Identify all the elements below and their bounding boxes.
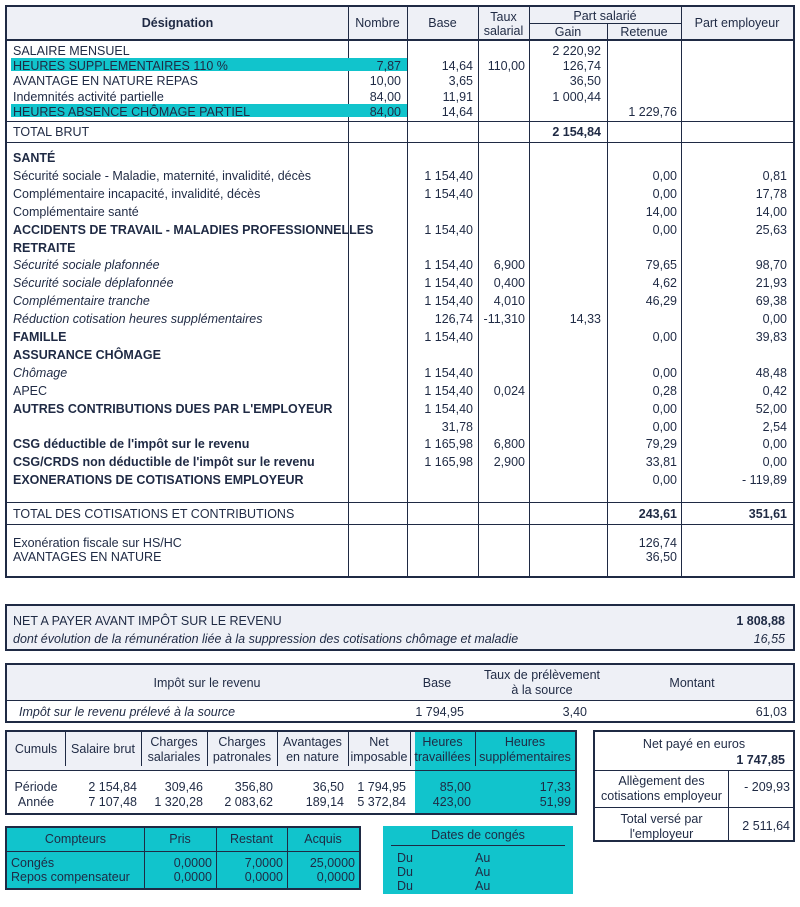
cumuls-header: Net bbox=[369, 735, 389, 749]
cotisation-base: 31,78 bbox=[441, 419, 473, 434]
cotisation-taux: 2,900 bbox=[493, 455, 525, 470]
cumuls-row-value: 85,00 bbox=[439, 780, 471, 794]
cumuls-row-value: 189,14 bbox=[305, 795, 344, 809]
compteurs-header: Restant bbox=[229, 832, 274, 846]
dates-conges-box bbox=[383, 826, 573, 894]
salary-row-gain: 36,50 bbox=[569, 74, 601, 89]
salary-row-nombre: 84,00 bbox=[369, 89, 401, 104]
cumuls-row-value: 5 372,84 bbox=[357, 795, 406, 809]
cotisation-employeur: 17,78 bbox=[755, 186, 787, 201]
total-verse-label-1: Total versé par bbox=[620, 812, 703, 826]
salary-row-gain: 1 000,44 bbox=[552, 89, 601, 104]
impot-row-taux: 3,40 bbox=[562, 705, 587, 719]
cotisation-base: 1 154,40 bbox=[424, 186, 473, 201]
cotisation-taux: 6,800 bbox=[493, 437, 525, 452]
total-brut-label: TOTAL BRUT bbox=[13, 125, 90, 139]
cumuls-header: Salaire brut bbox=[71, 742, 135, 756]
cotisation-label: Complémentaire incapacité, invalidité, décès bbox=[13, 186, 261, 201]
cotisation-label: CSG/CRDS non déductible de l'impôt sur le revenu bbox=[13, 455, 315, 470]
cotisation-base: 1 165,98 bbox=[424, 455, 473, 470]
conges-au-1: Au bbox=[475, 851, 491, 865]
salary-row-retenue: 1 229,76 bbox=[628, 104, 677, 119]
cumuls-row-value: 423,00 bbox=[432, 795, 471, 809]
impot-header-taux: Taux de prélèvement bbox=[483, 668, 601, 682]
cotisation-retenue: 46,29 bbox=[645, 294, 677, 309]
cotisation-base: 1 154,40 bbox=[424, 276, 473, 291]
cotisation-retenue: 79,65 bbox=[645, 258, 677, 273]
cotisation-employeur: 0,00 bbox=[762, 437, 787, 452]
cotisation-retenue: 0,00 bbox=[652, 168, 677, 183]
cotisation-label: Sécurité sociale - Maladie, maternité, invalidité, décès bbox=[13, 168, 312, 183]
cumuls-row-value: 2 154,84 bbox=[88, 780, 137, 794]
allegement-label-2: cotisations employeur bbox=[601, 789, 722, 803]
salary-row-base: 3,65 bbox=[448, 74, 473, 89]
cotisation-label: FAMILLE bbox=[13, 330, 67, 344]
cotisation-employeur: 52,00 bbox=[755, 401, 787, 416]
cotisation-employeur: 98,70 bbox=[755, 258, 787, 273]
conges-du-1: Du bbox=[397, 851, 413, 865]
header-base: Base bbox=[428, 16, 457, 30]
total-cotisations-retenue: 243,61 bbox=[638, 507, 677, 521]
compteurs-row-value: 0,0000 bbox=[173, 870, 212, 884]
cotisation-retenue: 4,62 bbox=[652, 276, 677, 291]
impot-header-taux-source: à la source bbox=[511, 683, 573, 697]
cotisation-employeur: 0,81 bbox=[762, 168, 787, 183]
salary-row-taux: 110,00 bbox=[487, 59, 525, 74]
cumuls-table bbox=[5, 730, 577, 815]
cotisation-employeur: 21,93 bbox=[755, 276, 787, 291]
cotisation-employeur: 25,63 bbox=[755, 222, 787, 237]
cumuls-header: Heures bbox=[422, 735, 463, 749]
conges-au-3: Au bbox=[475, 879, 491, 893]
cotisation-base: 1 154,40 bbox=[424, 222, 473, 237]
compteurs-row-value: 7,0000 bbox=[244, 856, 283, 870]
header-taux-salarial: salarial bbox=[483, 24, 524, 38]
impot-header-montant: Montant bbox=[669, 676, 715, 690]
compteurs-row-value: 0,0000 bbox=[244, 870, 283, 884]
cumuls-header-sub: patronales bbox=[212, 750, 272, 764]
cotisation-base: 1 154,40 bbox=[424, 365, 473, 380]
cumuls-row-value: 51,99 bbox=[539, 795, 571, 809]
footer-retenue: 36,50 bbox=[645, 550, 677, 564]
cumuls-row-value: 36,50 bbox=[312, 780, 344, 794]
salary-row-label: HEURES ABSENCE CHÔMAGE PARTIEL bbox=[13, 104, 251, 119]
cotisation-base: 1 154,40 bbox=[424, 294, 473, 309]
impot-row-montant: 61,03 bbox=[755, 705, 787, 719]
dates-conges-title: Dates de congés bbox=[431, 828, 525, 842]
footer-label: Exonération fiscale sur HS/HC bbox=[13, 536, 182, 550]
cotisation-retenue: 0,00 bbox=[652, 365, 677, 380]
impot-row-label: Impôt sur le revenu prélevé à la source bbox=[19, 705, 236, 719]
cotisation-taux: 6,900 bbox=[493, 258, 525, 273]
compteurs-row-value: 0,0000 bbox=[316, 870, 355, 884]
cotisation-base: 1 154,40 bbox=[424, 168, 473, 183]
cotisation-label: APEC bbox=[13, 383, 48, 398]
allegement-value: - 209,93 bbox=[744, 780, 790, 794]
cotisation-employeur: 0,00 bbox=[762, 312, 787, 327]
cotisation-label: Complémentaire tranche bbox=[13, 294, 150, 309]
cotisation-taux: -11,310 bbox=[483, 312, 525, 327]
salary-row-gain: 2 220,92 bbox=[552, 44, 601, 58]
cumuls-header: Charges bbox=[150, 735, 198, 749]
cumuls-row-value: 1 320,28 bbox=[154, 795, 203, 809]
cotisation-employeur: 14,00 bbox=[755, 204, 787, 219]
cotisation-label: Complémentaire santé bbox=[13, 204, 139, 219]
net-a-payer-box bbox=[5, 604, 795, 651]
salary-row-label: HEURES SUPPLEMENTAIRES 110 % bbox=[13, 59, 228, 74]
compteurs-row-label: Congés bbox=[11, 856, 55, 870]
total-cotisations-label: TOTAL DES COTISATIONS ET CONTRIBUTIONS bbox=[13, 507, 295, 521]
cumuls-header-sub: travaillées bbox=[414, 750, 471, 764]
cumuls-row-value: 309,46 bbox=[164, 780, 203, 794]
cumuls-header-sub: imposable bbox=[350, 750, 408, 764]
cotisation-taux: 0,400 bbox=[493, 276, 525, 291]
cotisation-retenue: 0,28 bbox=[652, 383, 677, 398]
net-paye-box bbox=[593, 730, 795, 842]
net-evolution-label: dont évolution de la rémunération liée à la suppression des cotisations chômage et maladie bbox=[13, 632, 519, 646]
cotisation-base: 1 165,98 bbox=[424, 437, 473, 452]
compteurs-row-label: Repos compensateur bbox=[11, 870, 130, 884]
net-paye-value: 1 747,85 bbox=[736, 753, 785, 767]
salary-row-nombre: 84,00 bbox=[369, 104, 401, 119]
cumuls-header: Cumuls bbox=[14, 742, 58, 756]
salary-row-gain: 126,74 bbox=[562, 59, 601, 74]
salary-row-base: 14,64 bbox=[441, 59, 473, 74]
header-part-employeur: Part employeur bbox=[694, 16, 780, 30]
salary-row-nombre: 10,00 bbox=[369, 74, 401, 89]
conges-au-2: Au bbox=[475, 865, 491, 879]
cotisation-label: CSG déductible de l'impôt sur le revenu bbox=[13, 437, 250, 452]
cumuls-header: Heures bbox=[504, 735, 546, 749]
total-brut-gain: 2 154,84 bbox=[552, 125, 601, 139]
cotisation-label: RETRAITE bbox=[13, 240, 76, 255]
cotisation-base: 1 154,40 bbox=[424, 330, 473, 344]
compteurs-header: Pris bbox=[169, 832, 191, 846]
header-taux: Taux bbox=[490, 10, 517, 24]
cotisation-label: AUTRES CONTRIBUTIONS DUES PAR L'EMPLOYEUR bbox=[13, 401, 333, 416]
compteurs-table bbox=[5, 826, 361, 890]
cumuls-row-label: Année bbox=[17, 795, 55, 809]
compteurs-header: Acquis bbox=[304, 832, 342, 846]
impot-header-label: Impôt sur le revenu bbox=[153, 676, 261, 690]
salary-row-base: 11,91 bbox=[442, 89, 473, 104]
salary-row-label: AVANTAGE EN NATURE REPAS bbox=[13, 74, 198, 89]
salary-row-label: Indemnités activité partielle bbox=[13, 89, 164, 104]
cotisation-label: ACCIDENTS DE TRAVAIL - MALADIES PROFESSIONNELLES bbox=[13, 222, 374, 237]
cotisation-gain: 14,33 bbox=[569, 312, 601, 327]
header-retenue: Retenue bbox=[620, 25, 668, 39]
payslip-main-table bbox=[5, 5, 795, 578]
cotisation-retenue: 0,00 bbox=[652, 222, 677, 237]
conges-du-3: Du bbox=[397, 879, 413, 893]
cotisation-retenue: 0,00 bbox=[652, 419, 677, 434]
impot-row-base: 1 794,95 bbox=[415, 705, 464, 719]
impot-box bbox=[5, 663, 795, 723]
cotisation-base: 1 154,40 bbox=[424, 401, 473, 416]
net-a-payer-label: NET A PAYER AVANT IMPÔT SUR LE REVENU bbox=[13, 614, 282, 628]
cumuls-header: Avantages bbox=[283, 735, 342, 749]
salary-row-label: SALAIRE MENSUEL bbox=[13, 44, 130, 58]
salary-row-nombre: 7,87 bbox=[376, 59, 401, 74]
header-designation: Désignation bbox=[141, 16, 214, 30]
net-paye-label: Net payé en euros bbox=[642, 737, 746, 751]
cotisation-taux: 4,010 bbox=[493, 294, 525, 309]
cotisation-employeur: 48,48 bbox=[755, 365, 787, 380]
cotisation-label: Sécurité sociale plafonnée bbox=[13, 258, 160, 273]
cotisation-label: ASSURANCE CHÔMAGE bbox=[13, 347, 161, 362]
cumuls-header-sub: supplémentaires bbox=[479, 750, 571, 764]
allegement-label-1: Allègement des bbox=[618, 774, 705, 788]
header-nombre: Nombre bbox=[355, 16, 400, 30]
conges-du-2: Du bbox=[397, 865, 413, 879]
compteurs-row-value: 0,0000 bbox=[173, 856, 212, 870]
cotisation-label: Réduction cotisation heures supplémentaires bbox=[13, 312, 263, 327]
cotisation-base: 1 154,40 bbox=[424, 383, 473, 398]
cotisation-retenue: 0,00 bbox=[652, 473, 677, 488]
cotisation-retenue: 14,00 bbox=[645, 204, 677, 219]
cotisation-retenue: 0,00 bbox=[652, 186, 677, 201]
cumuls-row-value: 356,80 bbox=[234, 780, 273, 794]
cumuls-header-sub: salariales bbox=[147, 750, 201, 764]
impot-header-base: Base bbox=[422, 676, 452, 690]
header-gain: Gain bbox=[554, 25, 582, 39]
compteurs-row-value: 25,0000 bbox=[309, 856, 355, 870]
cumuls-row-value: 7 107,48 bbox=[88, 795, 137, 809]
cotisation-employeur: 69,38 bbox=[755, 294, 787, 309]
cumuls-header-sub: en nature bbox=[286, 750, 339, 764]
cotisation-retenue: 79,29 bbox=[645, 437, 677, 452]
total-verse-value: 2 511,64 bbox=[742, 819, 790, 833]
cotisation-label: Chômage bbox=[13, 365, 68, 380]
cumuls-header: Charges bbox=[218, 735, 266, 749]
salary-row-base: 14,64 bbox=[441, 104, 473, 119]
net-a-payer-value: 1 808,88 bbox=[736, 614, 785, 628]
cotisation-label: SANTÉ bbox=[13, 151, 56, 165]
cotisation-retenue: 33,81 bbox=[645, 455, 677, 470]
net-evolution-value: 16,55 bbox=[753, 632, 785, 646]
cotisation-label: EXONERATIONS DE COTISATIONS EMPLOYEUR bbox=[13, 473, 304, 488]
footer-label: AVANTAGES EN NATURE bbox=[13, 550, 162, 564]
cotisation-label: Sécurité sociale déplafonnée bbox=[13, 276, 174, 291]
header-part-salarie: Part salarié bbox=[573, 9, 637, 23]
cotisation-employeur: - 119,89 bbox=[742, 473, 787, 488]
cumuls-row-value: 2 083,62 bbox=[224, 795, 273, 809]
cotisation-retenue: 0,00 bbox=[652, 330, 677, 344]
total-verse-label-2: l'employeur bbox=[629, 827, 694, 841]
cotisation-retenue: 0,00 bbox=[652, 401, 677, 416]
cotisation-employeur: 0,42 bbox=[762, 383, 787, 398]
cotisation-taux: 0,024 bbox=[493, 383, 525, 398]
cumuls-row-value: 1 794,95 bbox=[357, 780, 406, 794]
cotisation-employeur: 0,00 bbox=[762, 455, 787, 470]
cotisation-employeur: 2,54 bbox=[762, 419, 787, 434]
cumuls-row-label: Période bbox=[14, 780, 58, 794]
compteurs-header: Compteurs bbox=[44, 832, 107, 846]
cotisation-base: 126,74 bbox=[434, 312, 473, 327]
cumuls-row-value: 17,33 bbox=[539, 780, 571, 794]
footer-retenue: 126,74 bbox=[638, 536, 677, 550]
total-cotisations-employeur: 351,61 bbox=[748, 507, 787, 521]
cotisation-employeur: 39,83 bbox=[755, 330, 787, 344]
cotisation-base: 1 154,40 bbox=[424, 258, 473, 273]
